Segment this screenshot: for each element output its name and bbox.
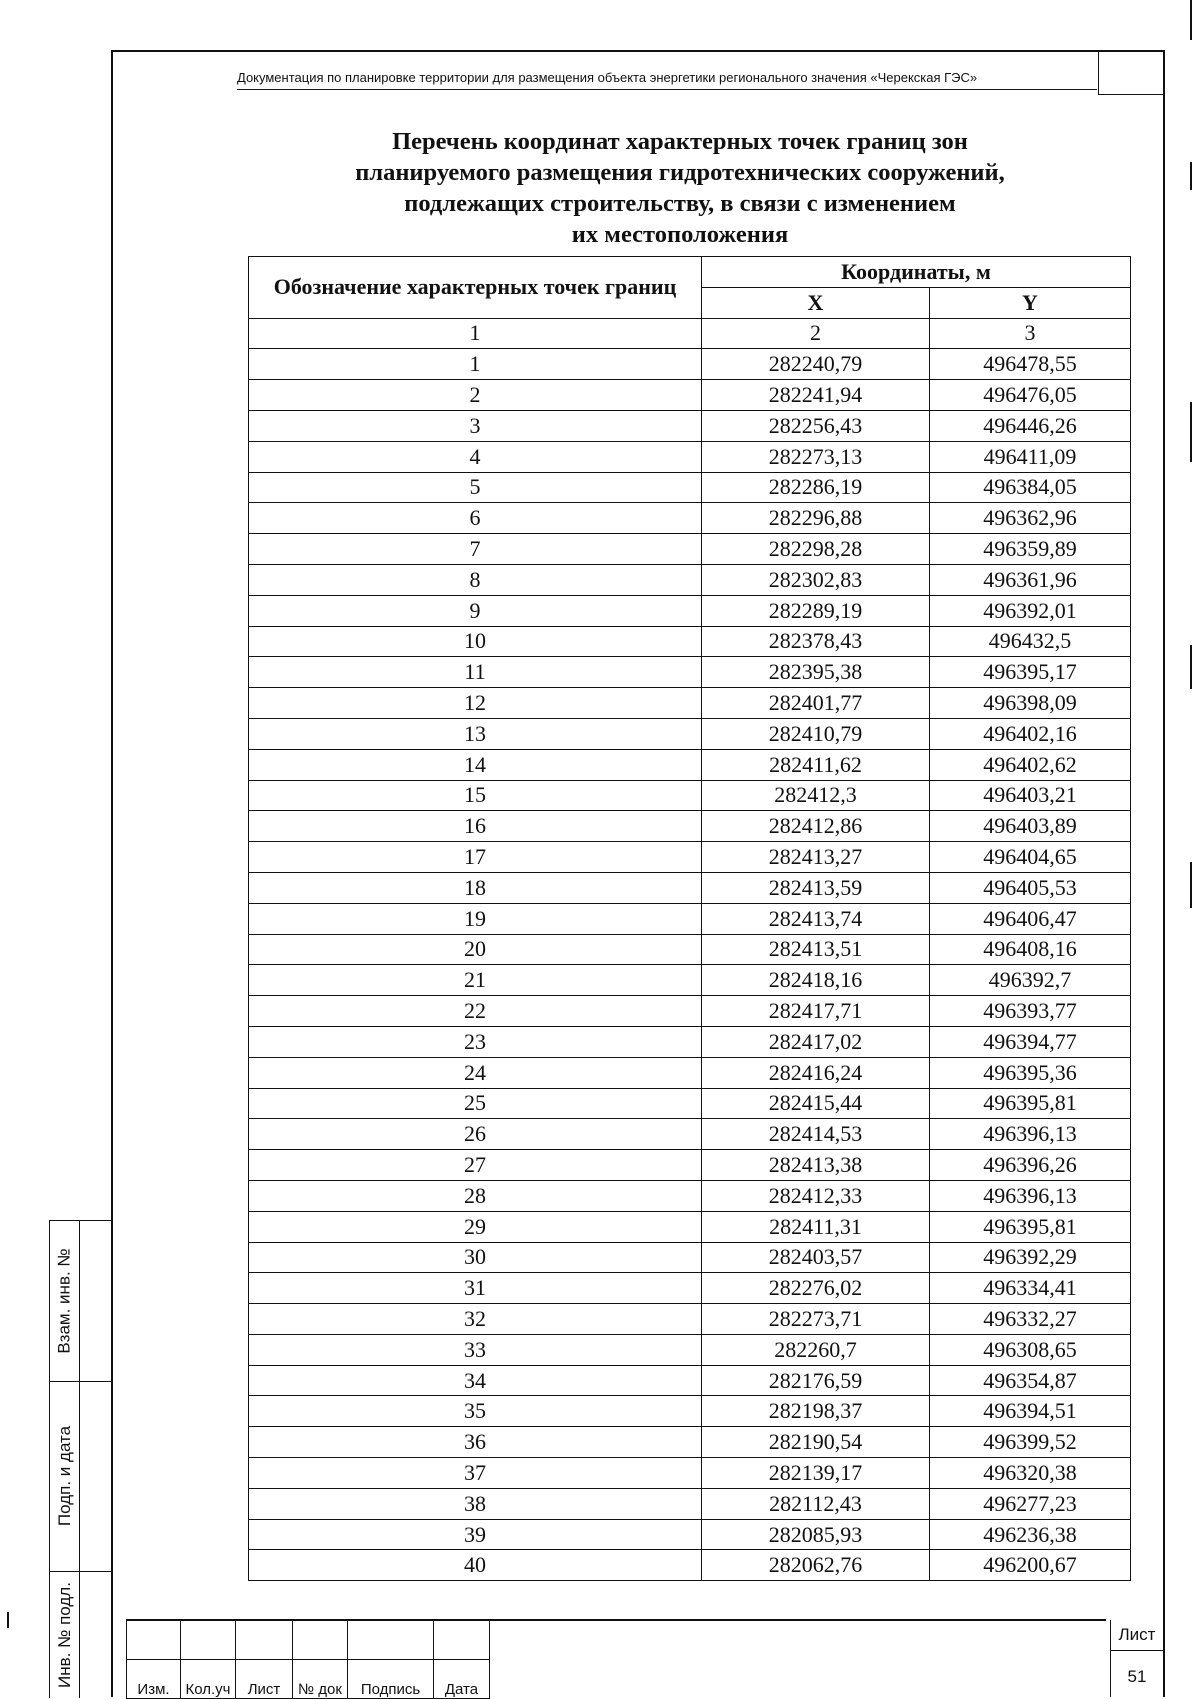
table-row — [249, 380, 1131, 411]
point-cell: 37 — [249, 1458, 702, 1489]
x-coordinate-cell: 282273,13 — [702, 441, 930, 472]
y-coordinate-cell: 496408,16 — [930, 934, 1131, 965]
table-row — [249, 472, 1131, 503]
y-coordinate-cell: 496446,26 — [930, 410, 1131, 441]
header-x: X — [702, 287, 930, 318]
frame-top-border — [111, 50, 1165, 52]
table-row — [249, 1550, 1131, 1581]
y-coordinate-cell: 496384,05 — [930, 472, 1131, 503]
title-block-col-podpis: Подпись — [348, 1660, 434, 1699]
title-block-cell — [293, 1621, 348, 1660]
scan-artifact-mark — [1190, 0, 1192, 40]
y-coordinate-cell: 496402,62 — [930, 749, 1131, 780]
corner-stamp-box — [1098, 52, 1163, 95]
title-block-cell — [348, 1621, 434, 1660]
x-coordinate-cell: 282412,86 — [702, 811, 930, 842]
x-coordinate-cell: 282296,88 — [702, 503, 930, 534]
y-coordinate-cell: 496404,65 — [930, 842, 1131, 873]
table-row — [249, 903, 1131, 934]
side-label-podp — [52, 1381, 78, 1571]
running-header: Документация по планировке территории для размещения объекта энергетики регионального значения «Черекская ГЭС» — [237, 70, 1097, 90]
x-coordinate-cell: 282190,54 — [702, 1427, 930, 1458]
title-line: Перечень координат характерных точек границ зон — [392, 128, 968, 155]
y-coordinate-cell: 496395,81 — [930, 1088, 1131, 1119]
table-row — [249, 1273, 1131, 1304]
x-coordinate-cell: 282286,19 — [702, 472, 930, 503]
x-coordinate-cell: 282417,02 — [702, 1026, 930, 1057]
table-row — [249, 1026, 1131, 1057]
y-coordinate-cell: 496396,26 — [930, 1150, 1131, 1181]
point-cell: 7 — [249, 534, 702, 565]
y-coordinate-cell: 496396,13 — [930, 1119, 1131, 1150]
y-coordinate-cell: 496236,38 — [930, 1519, 1131, 1550]
sheet-number: 51 — [1127, 1667, 1147, 1686]
point-cell: 15 — [249, 780, 702, 811]
x-coordinate-cell: 282139,17 — [702, 1458, 930, 1489]
x-coordinate-cell: 282085,93 — [702, 1519, 930, 1550]
x-coordinate-cell: 282198,37 — [702, 1396, 930, 1427]
title-block-cell — [181, 1621, 236, 1660]
table-row — [249, 1119, 1131, 1150]
table-row — [249, 1088, 1131, 1119]
x-coordinate-cell: 282413,74 — [702, 903, 930, 934]
point-cell: 28 — [249, 1180, 702, 1211]
title-line: подлежащих строительству, в связи с изменением — [404, 190, 956, 217]
y-coordinate-cell: 496396,13 — [930, 1180, 1131, 1211]
y-coordinate-cell: 496399,52 — [930, 1427, 1131, 1458]
x-coordinate-cell: 282415,44 — [702, 1088, 930, 1119]
scan-artifact-mark — [1190, 862, 1192, 908]
x-coordinate-cell: 282260,7 — [702, 1334, 930, 1365]
title-block-cell — [434, 1621, 490, 1660]
column-number: 1 — [249, 318, 702, 349]
point-cell: 17 — [249, 842, 702, 873]
x-coordinate-cell: 282413,59 — [702, 872, 930, 903]
table-row — [249, 749, 1131, 780]
point-cell: 38 — [249, 1488, 702, 1519]
y-coordinate-cell: 496395,36 — [930, 1057, 1131, 1088]
point-cell: 2 — [249, 380, 702, 411]
x-coordinate-cell: 282062,76 — [702, 1550, 930, 1581]
table-row — [249, 410, 1131, 441]
y-coordinate-cell: 496411,09 — [930, 441, 1131, 472]
point-cell: 1 — [249, 349, 702, 380]
title-block-col-ndok: № док — [293, 1660, 348, 1699]
side-label-vzam-text: Взам. инв. № — [55, 1248, 75, 1354]
point-cell: 29 — [249, 1211, 702, 1242]
point-cell: 12 — [249, 688, 702, 719]
column-number: 2 — [702, 318, 930, 349]
x-coordinate-cell: 282412,33 — [702, 1180, 930, 1211]
table-row — [249, 349, 1131, 380]
scan-artifact-mark — [1190, 162, 1192, 190]
table-row — [249, 1242, 1131, 1273]
point-cell: 13 — [249, 718, 702, 749]
table-row — [249, 872, 1131, 903]
title-block-col-kolуch: Кол.уч — [181, 1660, 236, 1699]
x-coordinate-cell: 282410,79 — [702, 718, 930, 749]
x-coordinate-cell: 282273,71 — [702, 1304, 930, 1335]
y-coordinate-cell: 496362,96 — [930, 503, 1131, 534]
table-row — [249, 780, 1131, 811]
table-row — [249, 1396, 1131, 1427]
point-cell: 21 — [249, 965, 702, 996]
table-row — [249, 842, 1131, 873]
point-cell: 20 — [249, 934, 702, 965]
table-row — [249, 1304, 1131, 1335]
y-coordinate-cell: 496395,81 — [930, 1211, 1131, 1242]
scan-artifact-mark — [1190, 402, 1192, 462]
sheet-number-box — [1110, 1620, 1163, 1697]
side-label-vzam — [52, 1221, 78, 1381]
y-coordinate-cell: 496392,01 — [930, 595, 1131, 626]
x-coordinate-cell: 282411,62 — [702, 749, 930, 780]
y-coordinate-cell: 496394,51 — [930, 1396, 1131, 1427]
table-row — [249, 1427, 1131, 1458]
table-row — [249, 1180, 1131, 1211]
y-coordinate-cell: 496402,16 — [930, 718, 1131, 749]
point-cell: 8 — [249, 564, 702, 595]
point-cell: 5 — [249, 472, 702, 503]
table-row — [249, 1365, 1131, 1396]
y-coordinate-cell: 496392,29 — [930, 1242, 1131, 1273]
table-row — [249, 626, 1131, 657]
y-coordinate-cell: 496200,67 — [930, 1550, 1131, 1581]
y-coordinate-cell: 496403,21 — [930, 780, 1131, 811]
point-cell: 34 — [249, 1365, 702, 1396]
frame-right-border — [1163, 50, 1165, 1697]
table-row — [249, 441, 1131, 472]
title-block-col-data: Дата — [434, 1660, 490, 1699]
table-row — [249, 1519, 1131, 1550]
y-coordinate-cell: 496405,53 — [930, 872, 1131, 903]
point-cell: 35 — [249, 1396, 702, 1427]
title-line: планируемого размещения гидротехнических сооружений, — [355, 159, 1005, 186]
point-cell: 24 — [249, 1057, 702, 1088]
y-coordinate-cell: 496432,5 — [930, 626, 1131, 657]
x-coordinate-cell: 282418,16 — [702, 965, 930, 996]
point-cell: 10 — [249, 626, 702, 657]
y-coordinate-cell: 496354,87 — [930, 1365, 1131, 1396]
x-coordinate-cell: 282302,83 — [702, 564, 930, 595]
y-coordinate-cell: 496359,89 — [930, 534, 1131, 565]
table-row — [249, 1057, 1131, 1088]
title-block-cell — [236, 1621, 293, 1660]
table-row — [249, 1488, 1131, 1519]
table-row — [249, 564, 1131, 595]
scan-artifact-mark — [1190, 645, 1192, 689]
point-cell: 11 — [249, 657, 702, 688]
point-cell: 19 — [249, 903, 702, 934]
y-coordinate-cell: 496406,47 — [930, 903, 1131, 934]
point-cell: 25 — [249, 1088, 702, 1119]
y-coordinate-cell: 496403,89 — [930, 811, 1131, 842]
header-y: Y — [930, 287, 1131, 318]
x-coordinate-cell: 282413,38 — [702, 1150, 930, 1181]
table-row — [249, 503, 1131, 534]
table-row — [249, 1150, 1131, 1181]
point-cell: 6 — [249, 503, 702, 534]
y-coordinate-cell: 496393,77 — [930, 996, 1131, 1027]
point-cell: 31 — [249, 1273, 702, 1304]
x-coordinate-cell: 282240,79 — [702, 349, 930, 380]
point-cell: 18 — [249, 872, 702, 903]
point-cell: 40 — [249, 1550, 702, 1581]
y-coordinate-cell: 496361,96 — [930, 564, 1131, 595]
y-coordinate-cell: 496394,77 — [930, 1026, 1131, 1057]
point-cell: 3 — [249, 410, 702, 441]
point-cell: 36 — [249, 1427, 702, 1458]
table-row — [249, 1211, 1131, 1242]
x-coordinate-cell: 282176,59 — [702, 1365, 930, 1396]
x-coordinate-cell: 282289,19 — [702, 595, 930, 626]
x-coordinate-cell: 282276,02 — [702, 1273, 930, 1304]
x-coordinate-cell: 282112,43 — [702, 1488, 930, 1519]
point-cell: 9 — [249, 595, 702, 626]
point-cell: 4 — [249, 441, 702, 472]
title-line: их местоположения — [571, 221, 789, 248]
point-cell: 22 — [249, 996, 702, 1027]
y-coordinate-cell: 496476,05 — [930, 380, 1131, 411]
point-cell: 27 — [249, 1150, 702, 1181]
table-row — [249, 1458, 1131, 1489]
side-stamp — [49, 1220, 112, 1698]
table-row — [249, 688, 1131, 719]
header-coordinates: Координаты, м — [702, 257, 1131, 288]
y-coordinate-cell: 496478,55 — [930, 349, 1131, 380]
point-cell: 26 — [249, 1119, 702, 1150]
side-stamp-divider — [79, 1221, 80, 1698]
x-coordinate-cell: 282413,51 — [702, 934, 930, 965]
y-coordinate-cell: 496308,65 — [930, 1334, 1131, 1365]
title-block-cell — [127, 1621, 181, 1660]
y-coordinate-cell: 496334,41 — [930, 1273, 1131, 1304]
point-cell: 33 — [249, 1334, 702, 1365]
point-cell: 23 — [249, 1026, 702, 1057]
coordinates-table-body — [249, 349, 1131, 1581]
x-coordinate-cell: 282403,57 — [702, 1242, 930, 1273]
table-row — [249, 996, 1131, 1027]
x-coordinate-cell: 282395,38 — [702, 657, 930, 688]
x-coordinate-cell: 282401,77 — [702, 688, 930, 719]
sheet-label: Лист — [1111, 1620, 1163, 1651]
y-coordinate-cell: 496392,7 — [930, 965, 1131, 996]
x-coordinate-cell: 282413,27 — [702, 842, 930, 873]
column-number: 3 — [930, 318, 1131, 349]
x-coordinate-cell: 282256,43 — [702, 410, 930, 441]
x-coordinate-cell: 282412,3 — [702, 780, 930, 811]
table-row — [249, 718, 1131, 749]
y-coordinate-cell: 496332,27 — [930, 1304, 1131, 1335]
side-label-podp-text: Подп. и дата — [55, 1425, 75, 1527]
x-coordinate-cell: 282378,43 — [702, 626, 930, 657]
table-row — [249, 811, 1131, 842]
y-coordinate-cell: 496277,23 — [930, 1488, 1131, 1519]
table-row — [249, 657, 1131, 688]
point-cell: 30 — [249, 1242, 702, 1273]
x-coordinate-cell: 282298,28 — [702, 534, 930, 565]
x-coordinate-cell: 282414,53 — [702, 1119, 930, 1150]
coordinates-table — [248, 256, 1131, 1581]
table-row — [249, 934, 1131, 965]
table-row — [249, 1334, 1131, 1365]
point-cell: 39 — [249, 1519, 702, 1550]
table-row — [249, 534, 1131, 565]
title-block-col-izm: Изм. — [127, 1660, 181, 1699]
table-row — [249, 965, 1131, 996]
table-row — [249, 595, 1131, 626]
point-cell: 14 — [249, 749, 702, 780]
point-cell: 32 — [249, 1304, 702, 1335]
x-coordinate-cell: 282411,31 — [702, 1211, 930, 1242]
title-block — [126, 1620, 490, 1699]
header-point-designation: Обозначение характерных точек границ — [249, 257, 702, 319]
x-coordinate-cell: 282417,71 — [702, 996, 930, 1027]
x-coordinate-cell: 282241,94 — [702, 380, 930, 411]
x-coordinate-cell: 282416,24 — [702, 1057, 930, 1088]
side-label-inv — [52, 1571, 78, 1698]
y-coordinate-cell: 496395,17 — [930, 657, 1131, 688]
side-label-inv-text: Инв. № подл. — [55, 1581, 74, 1688]
scan-artifact-mark — [7, 1612, 9, 1628]
document-title — [250, 126, 1110, 250]
y-coordinate-cell: 496320,38 — [930, 1458, 1131, 1489]
title-block-col-list: Лист — [236, 1660, 293, 1699]
point-cell: 16 — [249, 811, 702, 842]
y-coordinate-cell: 496398,09 — [930, 688, 1131, 719]
